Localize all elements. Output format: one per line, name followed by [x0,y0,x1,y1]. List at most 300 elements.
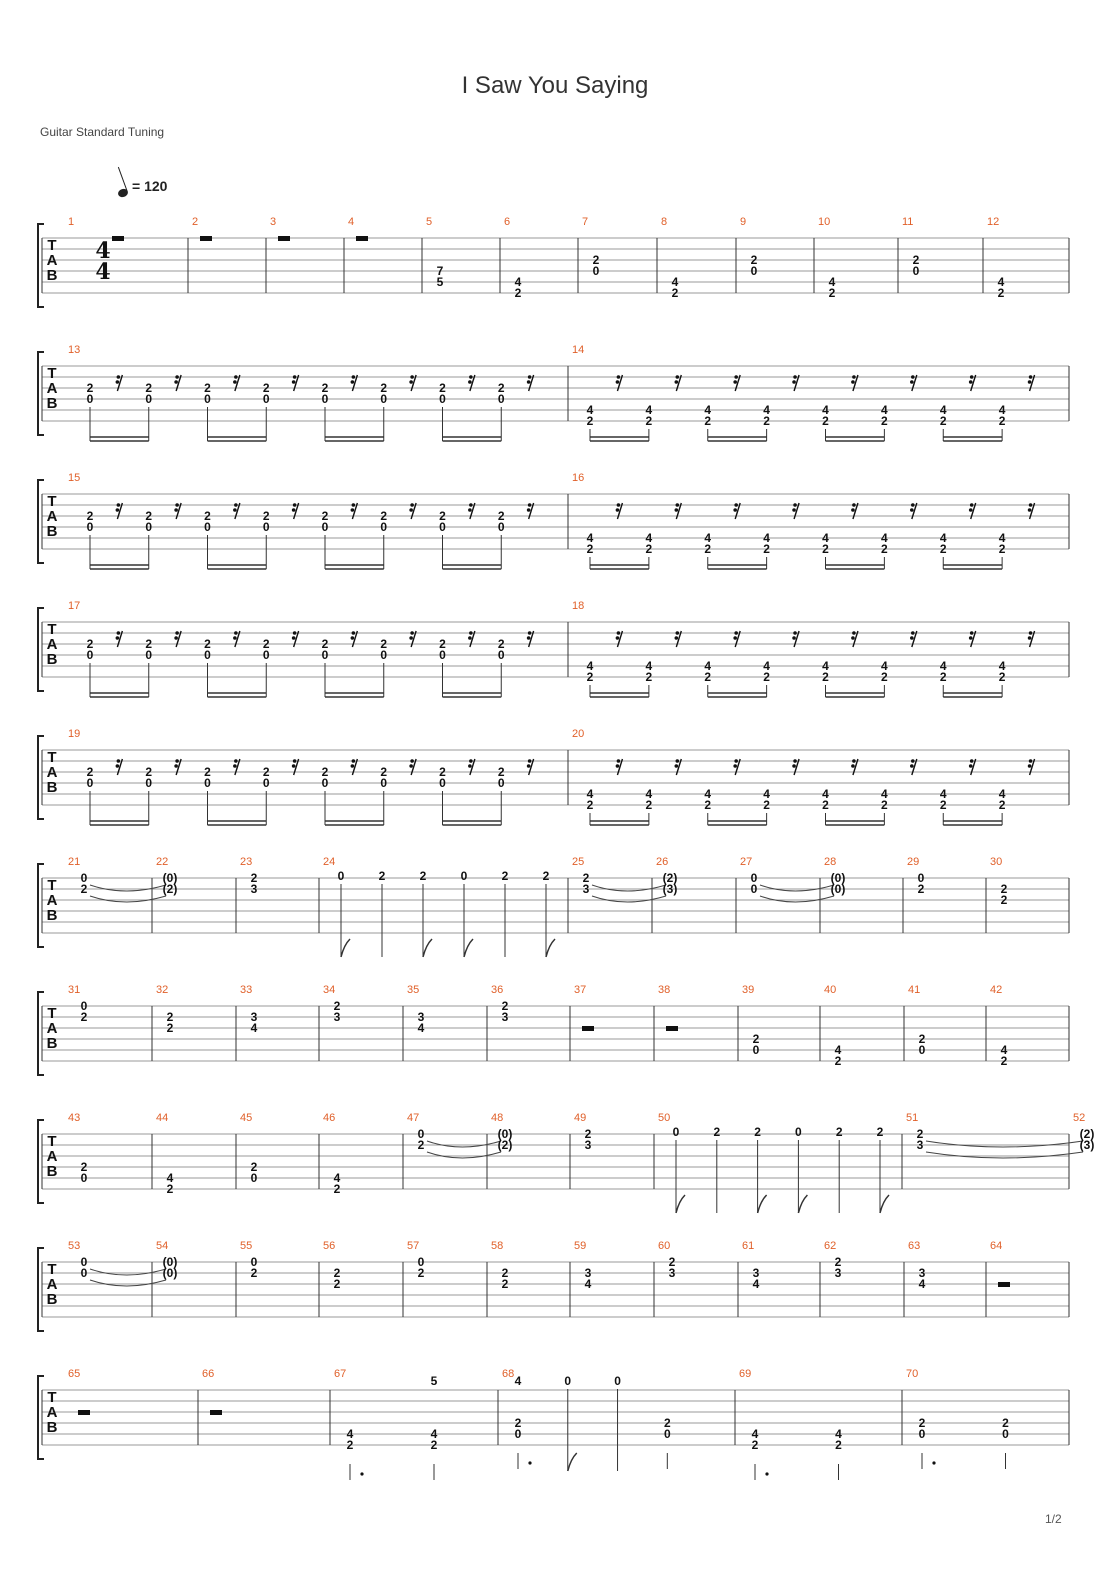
measure-number: 55 [240,1240,253,1252]
tab-clef-letter: B [46,1291,58,1308]
fret-number: 4 [822,659,829,673]
rest-dot [174,764,178,768]
system-bracket [38,608,44,691]
rest-dot [969,636,973,640]
fret-number: 0 [80,1255,88,1269]
fret-number: 2 [592,253,600,267]
rest-dot [911,375,915,379]
song-title: I Saw You Saying [461,72,649,99]
fret-number: (2) [162,882,178,896]
fret-number: 0 [86,520,94,534]
fret-number: 2 [439,509,446,523]
rest-dot [234,375,238,379]
rest-dot [528,631,532,635]
fret-number: 0 [380,520,388,534]
fret-number: (0) [162,1266,178,1280]
fret-number: 0 [912,264,920,278]
tie-arc [427,1141,501,1147]
rest-dot [1029,503,1033,507]
fret-number: 2 [86,509,94,523]
rest-dot [409,764,413,768]
eighth-flag-icon [568,1453,577,1471]
rest-dot [175,503,179,507]
fret-number: 2 [204,381,211,395]
rest-dot [793,375,797,379]
measure-number: 67 [334,1368,347,1380]
tab-clef-letter: B [46,651,58,668]
rest-dot [970,759,974,763]
measure-number: 57 [407,1240,420,1252]
rest-dot [1029,759,1033,763]
fret-number: 5 [430,1374,438,1388]
rest-dot [292,764,296,768]
tie-arc [760,885,834,891]
fret-number: (0) [162,871,178,885]
fret-number: 0 [250,1255,258,1269]
fret-number: 4 [763,659,770,673]
measure-number: 34 [323,984,336,996]
measure-number: 27 [740,856,753,868]
rest-dot [469,759,473,763]
fret-number: 3 [916,1138,924,1152]
fret-number: 0 [592,264,600,278]
rest-dot [616,380,620,384]
rest-dot [851,636,855,640]
fret-number: 4 [763,531,770,545]
tab-clef-letter: A [46,1404,58,1421]
fret-number: 4 [939,659,947,673]
fret-number: 2 [514,1416,522,1430]
fret-number: 0 [204,520,211,534]
rest-dot [676,759,680,763]
fret-number: 4 [939,403,947,417]
fret-number: 3 [250,882,258,896]
half-rest-icon [78,1410,90,1415]
fret-number: 2 [497,381,505,395]
rest-dot [117,631,121,635]
tie-arc [592,885,666,891]
fret-number: 2 [80,882,88,896]
tab-clef-letter: A [46,1020,58,1037]
fret-number: 2 [1002,1416,1009,1430]
eighth-flag-icon [880,1195,889,1213]
fret-number: 2 [754,1125,761,1139]
measure-number: 46 [323,1112,336,1124]
fret-number: 4 [346,1427,354,1441]
fret-number: 3 [582,882,590,896]
dot-icon [528,1461,531,1464]
rest-dot [409,636,413,640]
fret-number: 0 [439,776,446,790]
page-number: 1/2 [1045,1512,1062,1526]
rest-dot [734,375,738,379]
eighth-flag-icon [423,939,432,957]
fret-number: 2 [417,1138,425,1152]
rest-dot [1028,508,1032,512]
fret-number: 4 [751,1427,759,1441]
fret-number: 0 [321,392,329,406]
system-bracket [38,736,44,819]
tab-clef-letter: B [46,523,58,540]
measure-number: 1 [68,216,75,228]
fret-number: 2 [822,414,829,428]
rest-dot [410,759,414,763]
fret-number: 2 [763,414,770,428]
rest-dot [527,764,531,768]
rest-dot [528,503,532,507]
rest-dot [970,375,974,379]
fret-number: 2 [586,798,594,812]
tab-clef-letter: A [46,1148,58,1165]
fret-number: 0 [145,776,153,790]
rest-dot [352,631,356,635]
tab-clef-letter: B [46,267,58,284]
tie-arc [592,896,666,902]
fret-number: 2 [645,798,653,812]
measure-number: 5 [426,216,433,228]
fret-number: 0 [250,1171,258,1185]
fret-number: 2 [1000,893,1008,907]
measure-number: 17 [68,600,81,612]
fret-number: 0 [663,1427,671,1441]
rest-dot [733,380,737,384]
measure-number: 29 [907,856,920,868]
fret-number: 2 [917,882,925,896]
measure-number: 30 [990,856,1003,868]
fret-number: 0 [321,520,329,534]
fret-number: 2 [250,1266,258,1280]
measure-number: 51 [906,1112,919,1124]
rest-dot [174,380,178,384]
fret-number: 4 [939,531,947,545]
fret-number: 0 [750,264,758,278]
fret-number: 2 [645,414,653,428]
rest-dot [468,764,472,768]
fret-number: 2 [333,1182,341,1196]
fret-number: 2 [713,1125,721,1139]
measure-number: 4 [348,216,355,228]
system-bracket [38,992,44,1075]
system-bracket [38,864,44,947]
fret-number: 2 [704,670,712,684]
measure-number: 44 [156,1112,169,1124]
fret-number: 3 [834,1266,842,1280]
rest-dot [675,636,679,640]
fret-number: 0 [262,776,270,790]
fret-number: 0 [145,392,153,406]
rest-dot [793,631,797,635]
tab-clef-letter: T [47,621,57,638]
fret-number: 4 [752,1277,760,1291]
measure-number: 48 [491,1112,504,1124]
fret-number: 2 [439,765,446,779]
measure-number: 20 [572,728,585,740]
rest-dot [410,375,414,379]
measure-number: 33 [240,984,253,996]
rest-dot [352,375,356,379]
half-rest-icon [200,236,212,241]
fret-number: 2 [501,999,509,1013]
tie-arc [90,885,166,891]
fret-number: 4 [671,275,679,289]
fret-number: 4 [828,275,836,289]
fret-number: 2 [86,637,94,651]
fret-number: (2) [662,871,678,885]
fret-number: 2 [834,1054,842,1068]
measure-number: 18 [572,600,585,612]
rest-dot [911,759,915,763]
fret-number: 2 [80,1160,88,1174]
rest-dot [352,503,356,507]
half-rest-icon [666,1026,678,1031]
rest-dot [117,503,121,507]
fret-number: 4 [881,531,888,545]
rest-dot [851,764,855,768]
fret-number: 2 [1000,882,1008,896]
measure-number: 38 [658,984,671,996]
rest-dot [616,764,620,768]
fret-number: 4 [704,787,712,801]
fret-number: 2 [501,1266,509,1280]
fret-number: 0 [750,871,758,885]
fret-number: 7 [436,264,444,278]
fret-number: 4 [584,1277,592,1291]
rest-dot [734,631,738,635]
tie-arc [90,1280,166,1286]
rest-dot [468,508,472,512]
fret-number: 2 [430,1438,438,1452]
rest-dot [792,636,796,640]
measure-number: 7 [582,216,589,228]
fret-number: 0 [439,520,446,534]
rest-dot [174,508,178,512]
fret-number: 2 [663,1416,671,1430]
measure-number: 68 [502,1368,515,1380]
fret-number: 2 [918,1416,926,1430]
rest-dot [351,508,355,512]
fret-number: 2 [939,414,947,428]
fret-number: 4 [998,787,1006,801]
dot-icon [932,1461,935,1464]
system-bracket [38,352,44,435]
fret-number: 0 [750,882,758,896]
tab-clef-letter: A [46,1276,58,1293]
rest-dot [116,636,120,640]
fret-number: 2 [939,798,947,812]
tab-clef-letter: T [47,365,57,382]
fret-number: 4 [822,403,829,417]
tab-clef-letter: T [47,1133,57,1150]
fret-number: 0 [380,776,388,790]
fret-number: 0 [460,869,468,883]
rest-dot [851,380,855,384]
fret-number: 0 [514,1427,522,1441]
fret-number: 4 [997,275,1005,289]
rest-dot [910,636,914,640]
fret-number: 0 [497,520,505,534]
rest-dot [617,503,621,507]
fret-number: 4 [586,403,594,417]
measure-number: 10 [818,216,831,228]
fret-number: 4 [514,275,522,289]
eighth-flag-icon [798,1195,807,1213]
fret-number: 3 [752,1266,760,1280]
rest-dot [527,636,531,640]
rest-dot [675,764,679,768]
rest-dot [116,508,120,512]
fret-number: 4 [586,659,594,673]
fret-number: 2 [834,1255,842,1269]
fret-number: 2 [822,542,829,556]
rest-dot [409,508,413,512]
fret-number: 4 [918,1277,926,1291]
tab-clef-letter: A [46,636,58,653]
fret-number: 0 [86,648,94,662]
fret-number: 0 [86,776,94,790]
rest-dot [852,759,856,763]
system-bracket [38,480,44,563]
fret-number: 2 [321,637,329,651]
fret-number: 2 [835,1438,842,1452]
fret-number: 0 [86,392,94,406]
fret-number: 2 [497,637,505,651]
fret-number: 0 [917,871,925,885]
rest-dot [527,508,531,512]
fret-number: 2 [333,1277,341,1291]
measure-number: 65 [68,1368,81,1380]
measure-number: 43 [68,1112,81,1124]
measure-number: 59 [574,1240,587,1252]
fret-number: 3 [668,1266,676,1280]
fret-number: 4 [822,787,829,801]
fret-number: 2 [380,637,388,651]
tab-clef-letter: A [46,764,58,781]
fret-number: 2 [881,670,888,684]
fret-number: 2 [881,798,888,812]
fret-number: 4 [166,1171,174,1185]
fret-number: 2 [822,670,829,684]
fret-number: 0 [672,1125,680,1139]
fret-number: 2 [704,414,712,428]
fret-number: 0 [795,1125,802,1139]
tie-arc [427,1152,501,1158]
fret-number: 0 [417,1127,425,1141]
measure-number: 15 [68,472,81,484]
fret-number: 2 [145,509,153,523]
measure-number: 42 [990,984,1003,996]
fret-number: 2 [542,869,550,883]
eighth-flag-icon [758,1195,767,1213]
measure-number: 25 [572,856,585,868]
measure-number: 3 [270,216,277,228]
fret-number: 2 [1000,1054,1008,1068]
fret-number: 2 [998,670,1006,684]
rest-dot [351,764,355,768]
rest-dot [792,764,796,768]
fret-number: 2 [145,765,153,779]
rest-dot [175,375,179,379]
measure-number: 63 [908,1240,921,1252]
measure-number: 14 [572,344,585,356]
fret-number: 2 [912,253,920,267]
fret-number: 2 [916,1127,924,1141]
half-rest-icon [356,236,368,241]
tie-arc [760,896,834,902]
rest-dot [352,759,356,763]
measure-number: 64 [990,1240,1003,1252]
rest-dot [233,636,237,640]
time-signature-top: 4 [95,238,111,264]
rest-dot [234,759,238,763]
rest-dot [233,764,237,768]
fret-number: 2 [918,1032,926,1046]
system-bracket [38,1120,44,1203]
fret-number: 2 [704,542,712,556]
fret-number: 2 [998,798,1006,812]
fret-number: 2 [321,381,329,395]
fret-number: 4 [998,403,1006,417]
tab-clef-letter: T [47,493,57,510]
eighth-flag-icon [341,939,350,957]
rest-dot [233,380,237,384]
fret-number: 0 [145,520,153,534]
fret-number: 2 [668,1255,676,1269]
fret-number: 2 [645,542,653,556]
measure-number: 61 [742,1240,755,1252]
fret-number: 0 [204,776,211,790]
measure-number: 8 [661,216,668,228]
fret-number: (2) [1079,1127,1095,1141]
rest-dot [1028,764,1032,768]
fret-number: 0 [1002,1427,1009,1441]
tab-clef-letter: A [46,892,58,909]
rest-dot [116,764,120,768]
fret-number: 0 [262,648,270,662]
measure-number: 60 [658,1240,671,1252]
fret-number: 2 [145,381,153,395]
system-bracket [38,1248,44,1331]
fret-number: 2 [346,1438,354,1452]
measure-number: 45 [240,1112,253,1124]
fret-number: 0 [80,999,88,1013]
rest-dot [117,375,121,379]
measure-number: 58 [491,1240,504,1252]
rest-dot [676,375,680,379]
rest-dot [293,759,297,763]
tab-clef-letter: T [47,749,57,766]
tab-clef-letter: B [46,907,58,924]
dot-icon [765,1472,768,1475]
fret-number: 2 [380,381,388,395]
fret-number: 2 [704,798,712,812]
rest-dot [675,380,679,384]
fret-number: 2 [380,509,388,523]
rest-dot [1029,375,1033,379]
fret-number: 2 [380,765,388,779]
measure-number: 40 [824,984,837,996]
fret-number: 0 [497,648,505,662]
fret-number: 2 [876,1125,884,1139]
fret-number: 4 [514,1374,522,1388]
rest-dot [117,759,121,763]
fret-number: 2 [997,286,1005,300]
fret-number: 2 [822,798,829,812]
fret-number: 4 [645,403,653,417]
rest-dot [469,503,473,507]
rest-dot [910,508,914,512]
fret-number: (2) [497,1138,513,1152]
fret-number: 2 [939,542,947,556]
